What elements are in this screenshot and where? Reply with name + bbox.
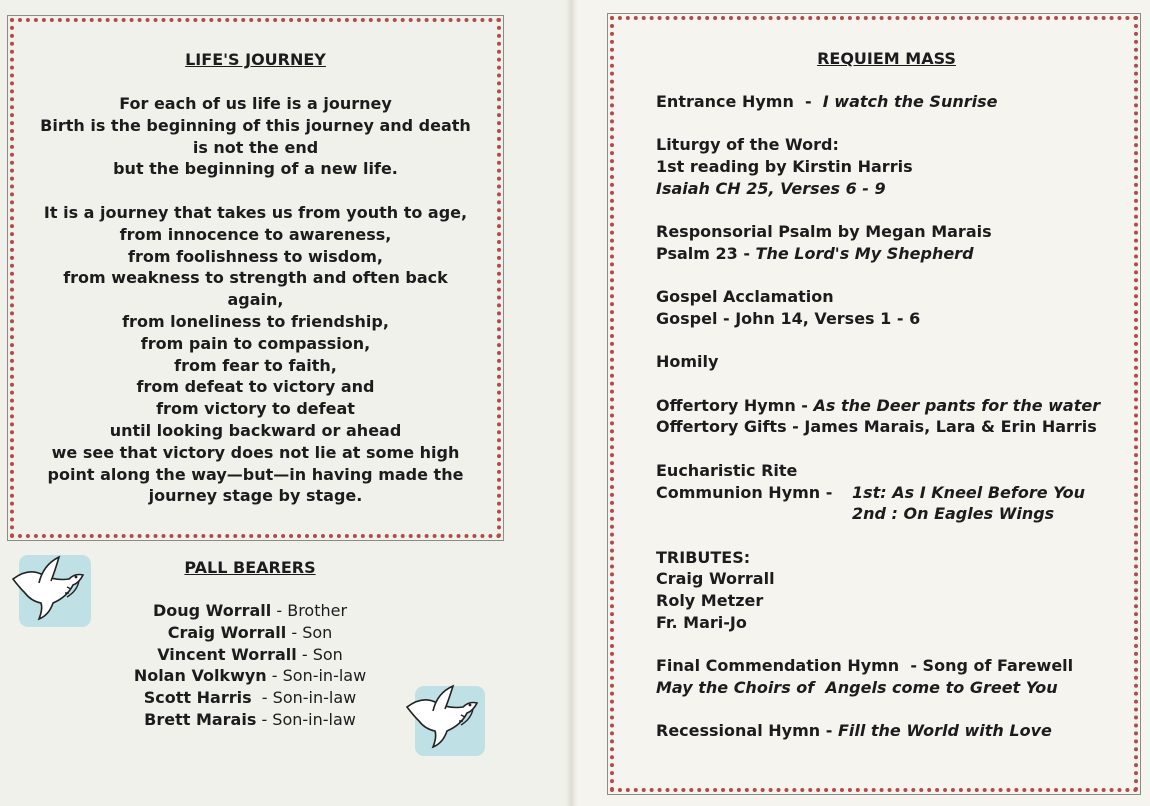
pall-bearers-title: PALL BEARERS <box>184 558 316 577</box>
poem-line: until looking backward or ahead <box>109 420 402 440</box>
poem-line: from innocence to awareness, <box>119 224 392 244</box>
page-fold <box>566 0 578 806</box>
bearer-name: Craig Worrall <box>167 622 287 642</box>
recessional-title: Fill the World with Love <box>837 721 1052 741</box>
poem-line: For each of us life is a journey <box>119 94 392 113</box>
poem-line: point along the way—but—in having made the <box>47 464 464 484</box>
poem-line: from defeat to victory and <box>136 377 375 397</box>
list-item <box>80 665 420 687</box>
poem-line: but the beginning of a new life. <box>113 159 398 179</box>
bearer-name: Doug Worrall <box>152 601 272 620</box>
poem-line: we see that victory does not lie at some high <box>51 442 460 462</box>
order-of-service <box>656 91 1126 742</box>
offertory-label: Offertory Hymn - <box>656 395 814 415</box>
bearer-relation: - Son <box>296 644 343 664</box>
dove-icon <box>403 683 489 761</box>
poem-line: is not the end <box>192 137 319 157</box>
liturgy-of-the-word <box>656 134 1126 199</box>
gospel-line: Gospel - John 14, Verses 1 - 6 <box>656 308 921 328</box>
psalm-line: Responsorial Psalm by Megan Marais <box>656 222 992 242</box>
liturgy-label: Liturgy of the Word: <box>656 135 839 155</box>
final-label: Final Commendation Hymn - Song of Farewell <box>656 656 1074 676</box>
tribute-name: Roly Metzer <box>656 591 764 611</box>
gospel-acclamation: Gospel Acclamation <box>656 287 834 307</box>
poem-line: from pain to compassion, <box>140 333 371 353</box>
eucharistic-label: Eucharistic Rite <box>656 460 798 480</box>
lifes-journey-title: LIFE'S JOURNEY <box>185 50 326 69</box>
requiem-mass-title: REQUIEM MASS <box>817 49 956 68</box>
bearer-name: Vincent Worrall <box>157 644 297 664</box>
offertory <box>656 395 1126 438</box>
entrance-hymn <box>656 91 1126 113</box>
communion-first: 1st: As I Kneel Before You <box>852 482 1086 502</box>
tributes <box>656 547 1126 634</box>
bearer-name: Nolan Volkwyn <box>133 666 267 686</box>
eucharistic-rite <box>656 460 1126 525</box>
poem-line: from victory to defeat <box>156 399 355 419</box>
final-title: May the Choirs of Angels come to Greet You <box>656 677 1058 697</box>
bearer-relation: - Son <box>286 622 333 642</box>
communion-second: 2nd : On Eagles Wings <box>852 504 1055 524</box>
psalm-title: The Lord's My Shepherd <box>755 243 974 263</box>
gospel <box>656 286 1126 329</box>
list-item <box>80 622 420 644</box>
poem-line: from fear to faith, <box>174 355 337 375</box>
psalm-label: Psalm 23 - <box>656 243 756 263</box>
bearer-name: Brett Marais <box>144 709 257 729</box>
poem-line: from loneliness to friendship, <box>122 311 389 331</box>
entrance-title: I watch the Sunrise <box>822 92 998 111</box>
responsorial-psalm <box>656 221 1126 264</box>
offertory-title: As the Deer pants for the water <box>813 395 1101 415</box>
poem-line: Birth is the beginning of this journey and death <box>40 115 471 135</box>
homily: Homily <box>656 352 719 372</box>
reading-line: 1st reading by Kirstin Harris <box>656 157 913 177</box>
tribute-name: Craig Worrall <box>656 569 775 589</box>
bearer-relation: - Son-in-law <box>266 666 367 686</box>
list-item <box>80 709 420 731</box>
poem-line: from foolishness to wisdom, <box>128 246 383 266</box>
poem-line: It is a journey that takes us from youth to age, <box>43 202 468 222</box>
tribute-name: Fr. Mari-Jo <box>656 612 747 632</box>
bearer-relation: - Brother <box>271 601 348 620</box>
lifes-journey-poem <box>20 93 491 507</box>
bearer-relation: - Son-in-law <box>256 709 356 729</box>
dove-icon <box>9 553 95 631</box>
offertory-gifts: Offertory Gifts - James Marais, Lara & Erin Harris <box>656 417 1097 437</box>
list-item <box>80 600 420 622</box>
list-item <box>80 687 420 709</box>
recessional-hymn <box>656 720 1126 742</box>
entrance-label: Entrance Hymn - <box>656 92 823 111</box>
communion-label: Communion Hymn - <box>656 482 833 502</box>
pall-bearers-list <box>80 600 420 731</box>
list-item <box>80 644 420 666</box>
poem-line: again, <box>227 290 284 310</box>
final-commendation <box>656 655 1126 698</box>
bearer-relation: - Son-in-law <box>251 688 357 708</box>
bearer-name: Scott Harris <box>143 688 252 708</box>
poem-line: from weakness to strength and often back <box>63 268 448 288</box>
recessional-label: Recessional Hymn - <box>656 721 838 741</box>
poem-line: journey stage by stage. <box>148 486 363 506</box>
tributes-label: TRIBUTES: <box>656 547 751 567</box>
reading-reference: Isaiah CH 25, Verses 6 - 9 <box>656 178 886 198</box>
